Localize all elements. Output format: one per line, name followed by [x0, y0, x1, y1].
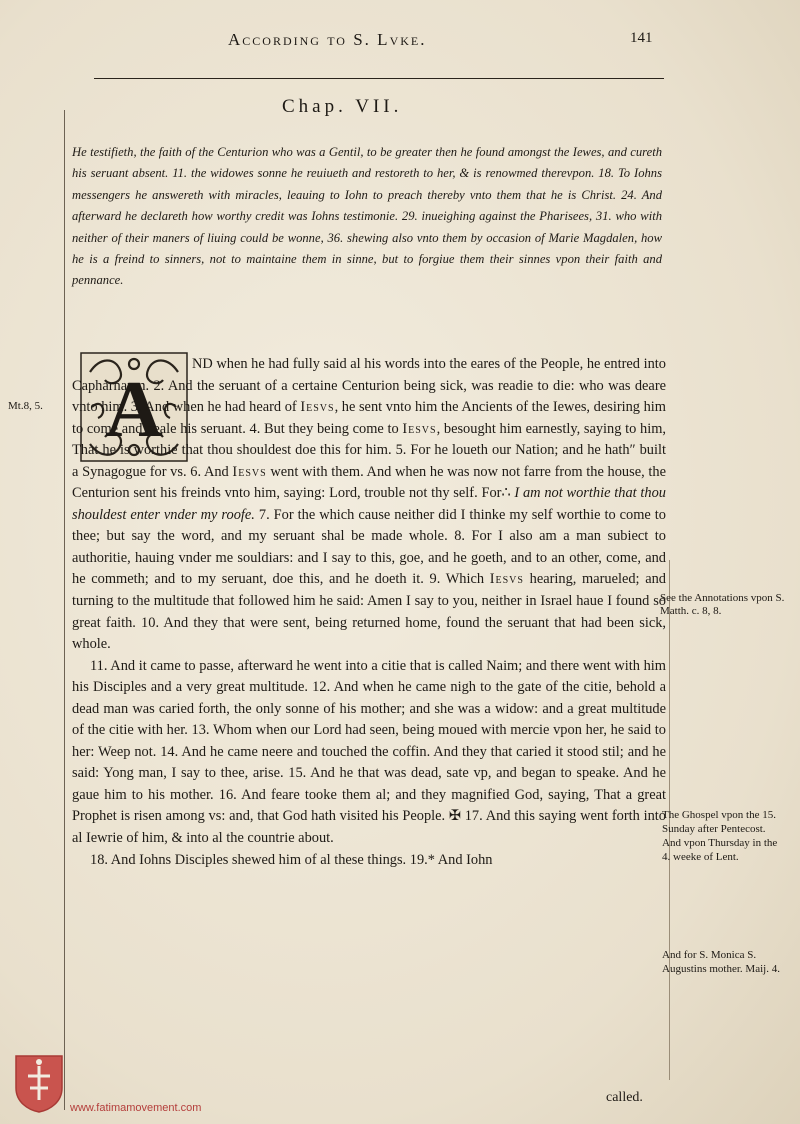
margin-annotation-note: See the Annotations vpon S. Matth. c. 8, 8.: [660, 592, 785, 617]
chapter-summary: He testifieth, the faith of the Centurion who was a Gentil, to be greater then he found amongst the Iewes, and cureth his seruant absent. 11. the widowes sonne he reuiueth and restoreth to her, & is renowmed therevpon. 18. To Iohns messengers he answereth with miracles, leauing to Iohn to preach thereby vnto them that he is Christ. 24. And afterward he declareth how worthy credit was Iohns testimonie. 29. inueighing against the Pharisees, 31. who with neither of their maners of liuing could be wonne, 36. shewing also vnto them by occasion of Marie Magdalen, how he is a freind to sinners, not to maintaine them in sinne, but to forgiue them their sinnes vpon their faith and pennance.: [72, 145, 662, 288]
inner-margin-rule: [64, 110, 65, 1110]
papal-seal-icon: [12, 1052, 66, 1114]
margin-feast-note: And for S. Monica S. Augustins mother. Maij. 4.: [662, 949, 780, 975]
verse-paragraph: ND when he had fully said al his words into the eares of the People, he entred into Capharnaum. 2. And the seruant of a certaine Centurion being sick, was readie to die: who was deare vnto him. 3. And when he had heard of Iesvs, he sent vnto him the Ancients of the Iewes, desiring him to come and heale his seruant. 4. But they being come to Iesvs, besought him earnestly, saying to him, That he is worthie that thou shouldest doe this for him. 5. For he loueth our Nation; and he hath″ built a Synagogue for vs. 6. And Iesvs went with them. And when he was now not farre from the house, the Centurion sent his freinds vnto him, saying: Lord, trouble not thy self. For∴ I am not worthie that thou shouldest enter vnder my roofe. 7. For the which cause neither did I thinke my self worthie to come to thee; but say the word, and my seruant shal be made whole. 8. For I also am a man subiect to authoritie, hauing vnder me souldiars: and I say to this, goe, and he goeth, and to an other, come, and he commeth; and to my seruant, doe this, and he doeth it. 9. Which Iesvs hearing, marueled; and turning to the multitude that followed him he said: Amen I say to you, neither in Israel haue I found so great faith. 10. And they that were sent, being returned home, found the seruant that had been sick, whole.: [72, 356, 666, 653]
margin-liturgical-note: The Ghospel vpon the 15. Sunday after Pentecost. And vpon Thursday in the 4. weeke of Lent.: [662, 809, 778, 863]
page-number: 141: [630, 30, 653, 46]
verse-paragraph: 11. And it came to passe, afterward he went into a citie that is called Naim; and there went with him his Disciples and a very great multitude. 12. And when he came nigh to the gate of the citie, behold a dead man was caried forth, the only sonne of his mother; and she was a widow: and a great multitude of the citie with her. 13. Whom when our Lord had seen, being moued with mercie vpon her, he said to her: Weep not. 14. And he came neere and touched the coffin. And they that caried it stood stil; and he said: Yong man, I say to thee, arise. 15. And he that was dead, sate vp, and began to speake. And he gaue him to his mother. 16. And feare tooke them al; and they magnified God, saying, That a great Prophet is risen among vs: and, that God hath visited his People. ✠ 17. And this saying went forth into al Iewrie of him, & into al the countrie about.: [72, 657, 666, 847]
drop-cap-letter: A: [105, 366, 163, 454]
scripture-text: [72, 354, 666, 871]
running-head: According to S. Lvke.: [228, 30, 427, 49]
catchword: called.: [606, 1090, 643, 1105]
watermark-url[interactable]: www.fatimamovement.com: [70, 1102, 202, 1114]
verse-paragraph: 18. And Iohns Disciples shewed him of al these things. 19.* And Iohn: [90, 851, 493, 868]
chapter-title: Chap. VII.: [282, 96, 403, 117]
margin-cross-reference: Mt.8, 5.: [8, 400, 43, 412]
header-rule: [94, 78, 664, 79]
